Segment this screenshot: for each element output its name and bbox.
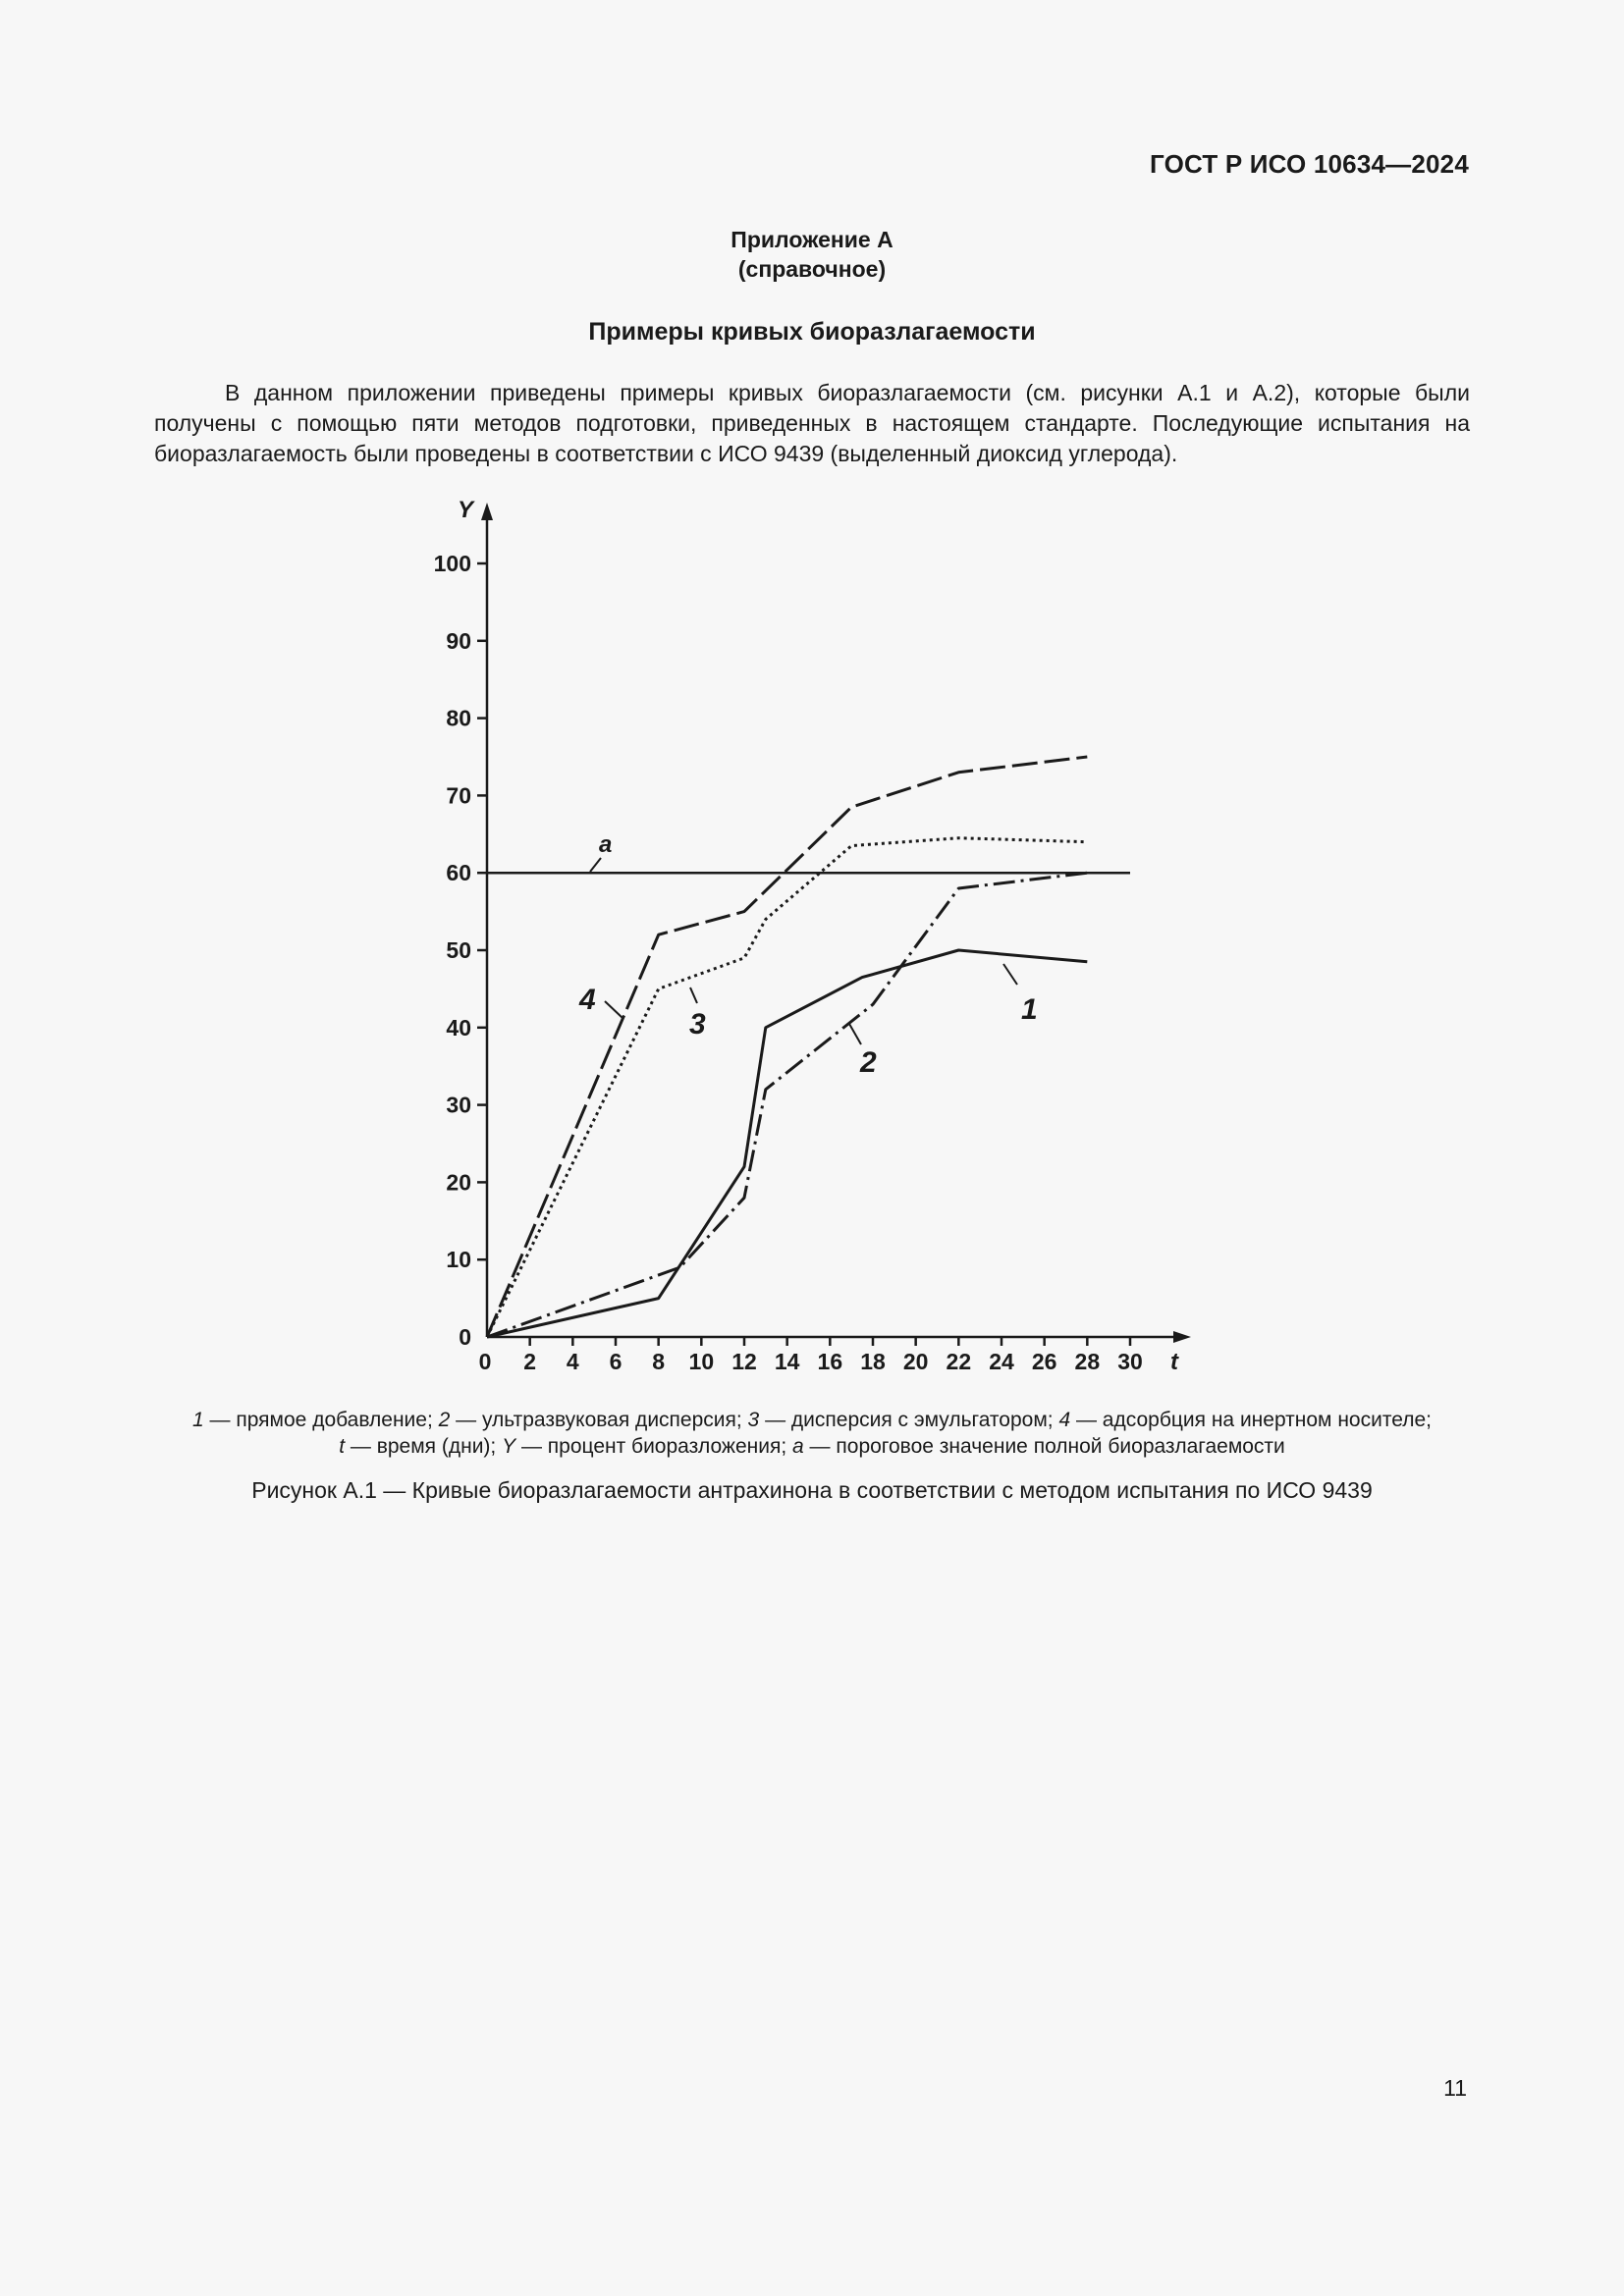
y-tick-label: 40 bbox=[446, 1014, 471, 1041]
y-tick-label: 60 bbox=[446, 860, 471, 886]
section-title: Примеры кривых биоразлагаемости bbox=[588, 318, 1036, 346]
legend-key-4: 4 bbox=[1058, 1409, 1071, 1431]
curve-4-label: 4 bbox=[579, 984, 596, 1016]
y-axis-arrow bbox=[481, 503, 493, 520]
x-tick-label: 24 bbox=[989, 1349, 1014, 1374]
y-tick-label: 10 bbox=[446, 1247, 471, 1273]
threshold-label: a bbox=[599, 831, 613, 858]
intro-paragraph: В данном приложении приведены примеры кривых биоразлагаемости (см. рисунки А.1 и А.2), которые были получены с помощью пяти методов подготовки, приведенных в настоящем стандарте. Последующие испытания на биоразлагаемость были проведены в соответствии с ИСО 9439 (выделенный диоксид углерода). bbox=[154, 380, 1470, 466]
y-tick-label: 50 bbox=[446, 937, 471, 963]
y-tick-label: 90 bbox=[446, 627, 471, 654]
threshold-leader bbox=[590, 858, 601, 872]
figure-legend bbox=[98, 1407, 1526, 1460]
x-tick-label: 2 bbox=[523, 1349, 537, 1374]
appendix-status: (справочное) bbox=[737, 256, 887, 282]
series-2-line bbox=[487, 873, 1087, 1337]
x-tick-label: 10 bbox=[688, 1349, 715, 1374]
x-tick-label: 14 bbox=[774, 1349, 800, 1374]
legend-line-2 bbox=[98, 1433, 1526, 1460]
x-tick-label: 4 bbox=[566, 1349, 579, 1374]
y-tick-label: 30 bbox=[446, 1092, 471, 1118]
series-4-line bbox=[487, 757, 1087, 1337]
y-axis-label: Y bbox=[458, 497, 474, 523]
legend-key-3: 3 bbox=[747, 1409, 760, 1431]
y-tick-label: 100 bbox=[433, 551, 471, 576]
curve-3-leader bbox=[690, 988, 697, 1003]
legend-key-1: 1 bbox=[192, 1409, 204, 1431]
x-tick-label: 22 bbox=[946, 1349, 972, 1374]
x-tick-label: 28 bbox=[1074, 1349, 1101, 1374]
legend-desc-1: — прямое добавление; bbox=[203, 1409, 439, 1431]
curve-3-label: 3 bbox=[689, 1008, 706, 1041]
y-tick-label: 0 bbox=[459, 1324, 471, 1350]
y-tick-label: 20 bbox=[446, 1169, 471, 1196]
curve-1-label: 1 bbox=[1021, 993, 1038, 1026]
x-axis-label: t bbox=[1170, 1349, 1178, 1375]
x-axis-arrow bbox=[1173, 1331, 1191, 1343]
x-tick-label: 26 bbox=[1031, 1349, 1057, 1374]
curve-4-leader bbox=[605, 1001, 623, 1018]
standard-code: ГОСТ Р ИСО 10634—2024 bbox=[1149, 149, 1469, 179]
legend-desc-2: — ультразвуковая дисперсия; bbox=[450, 1409, 748, 1431]
appendix-heading bbox=[0, 225, 1624, 284]
series-1-line bbox=[487, 950, 1087, 1337]
legend-desc-a: — пороговое значение полной биоразлагаемости bbox=[803, 1435, 1285, 1458]
legend-key-y: Y bbox=[502, 1435, 516, 1458]
x-tick-label: 12 bbox=[731, 1349, 757, 1374]
x-tick-label: 6 bbox=[609, 1349, 623, 1374]
appendix-title: Приложение А bbox=[731, 227, 893, 252]
curve-2-label: 2 bbox=[860, 1046, 877, 1079]
x-tick-label: 18 bbox=[860, 1349, 886, 1374]
x-tick-label: 16 bbox=[817, 1349, 843, 1374]
legend-key-t: t bbox=[339, 1435, 346, 1458]
series-3-line bbox=[487, 838, 1087, 1337]
legend-line-1 bbox=[98, 1407, 1526, 1433]
legend-key-a: a bbox=[792, 1435, 804, 1458]
curve-2-leader bbox=[849, 1024, 861, 1044]
y-tick-label: 70 bbox=[446, 782, 471, 809]
x-tick-label: 30 bbox=[1117, 1349, 1143, 1374]
x-tick-label: 20 bbox=[902, 1349, 929, 1374]
figure-caption: Рисунок А.1 — Кривые биоразлагаемости антрахинона в соответствии с методом испытания по ИСО 9439 bbox=[251, 1477, 1373, 1503]
page-number: 11 bbox=[1443, 2075, 1467, 2101]
legend-desc-t: — время (дни); bbox=[345, 1435, 503, 1458]
legend-desc-y: — процент биоразложения; bbox=[515, 1435, 793, 1458]
x-tick-label: 0 bbox=[478, 1349, 492, 1374]
legend-key-2: 2 bbox=[438, 1409, 451, 1431]
legend-desc-3: — дисперсия с эмульгатором; bbox=[759, 1409, 1059, 1431]
curve-1-leader bbox=[1003, 964, 1017, 985]
x-tick-label: 8 bbox=[652, 1349, 666, 1374]
legend-desc-4: — адсорбция на инертном носителе; bbox=[1070, 1409, 1432, 1431]
y-tick-label: 80 bbox=[446, 705, 471, 731]
